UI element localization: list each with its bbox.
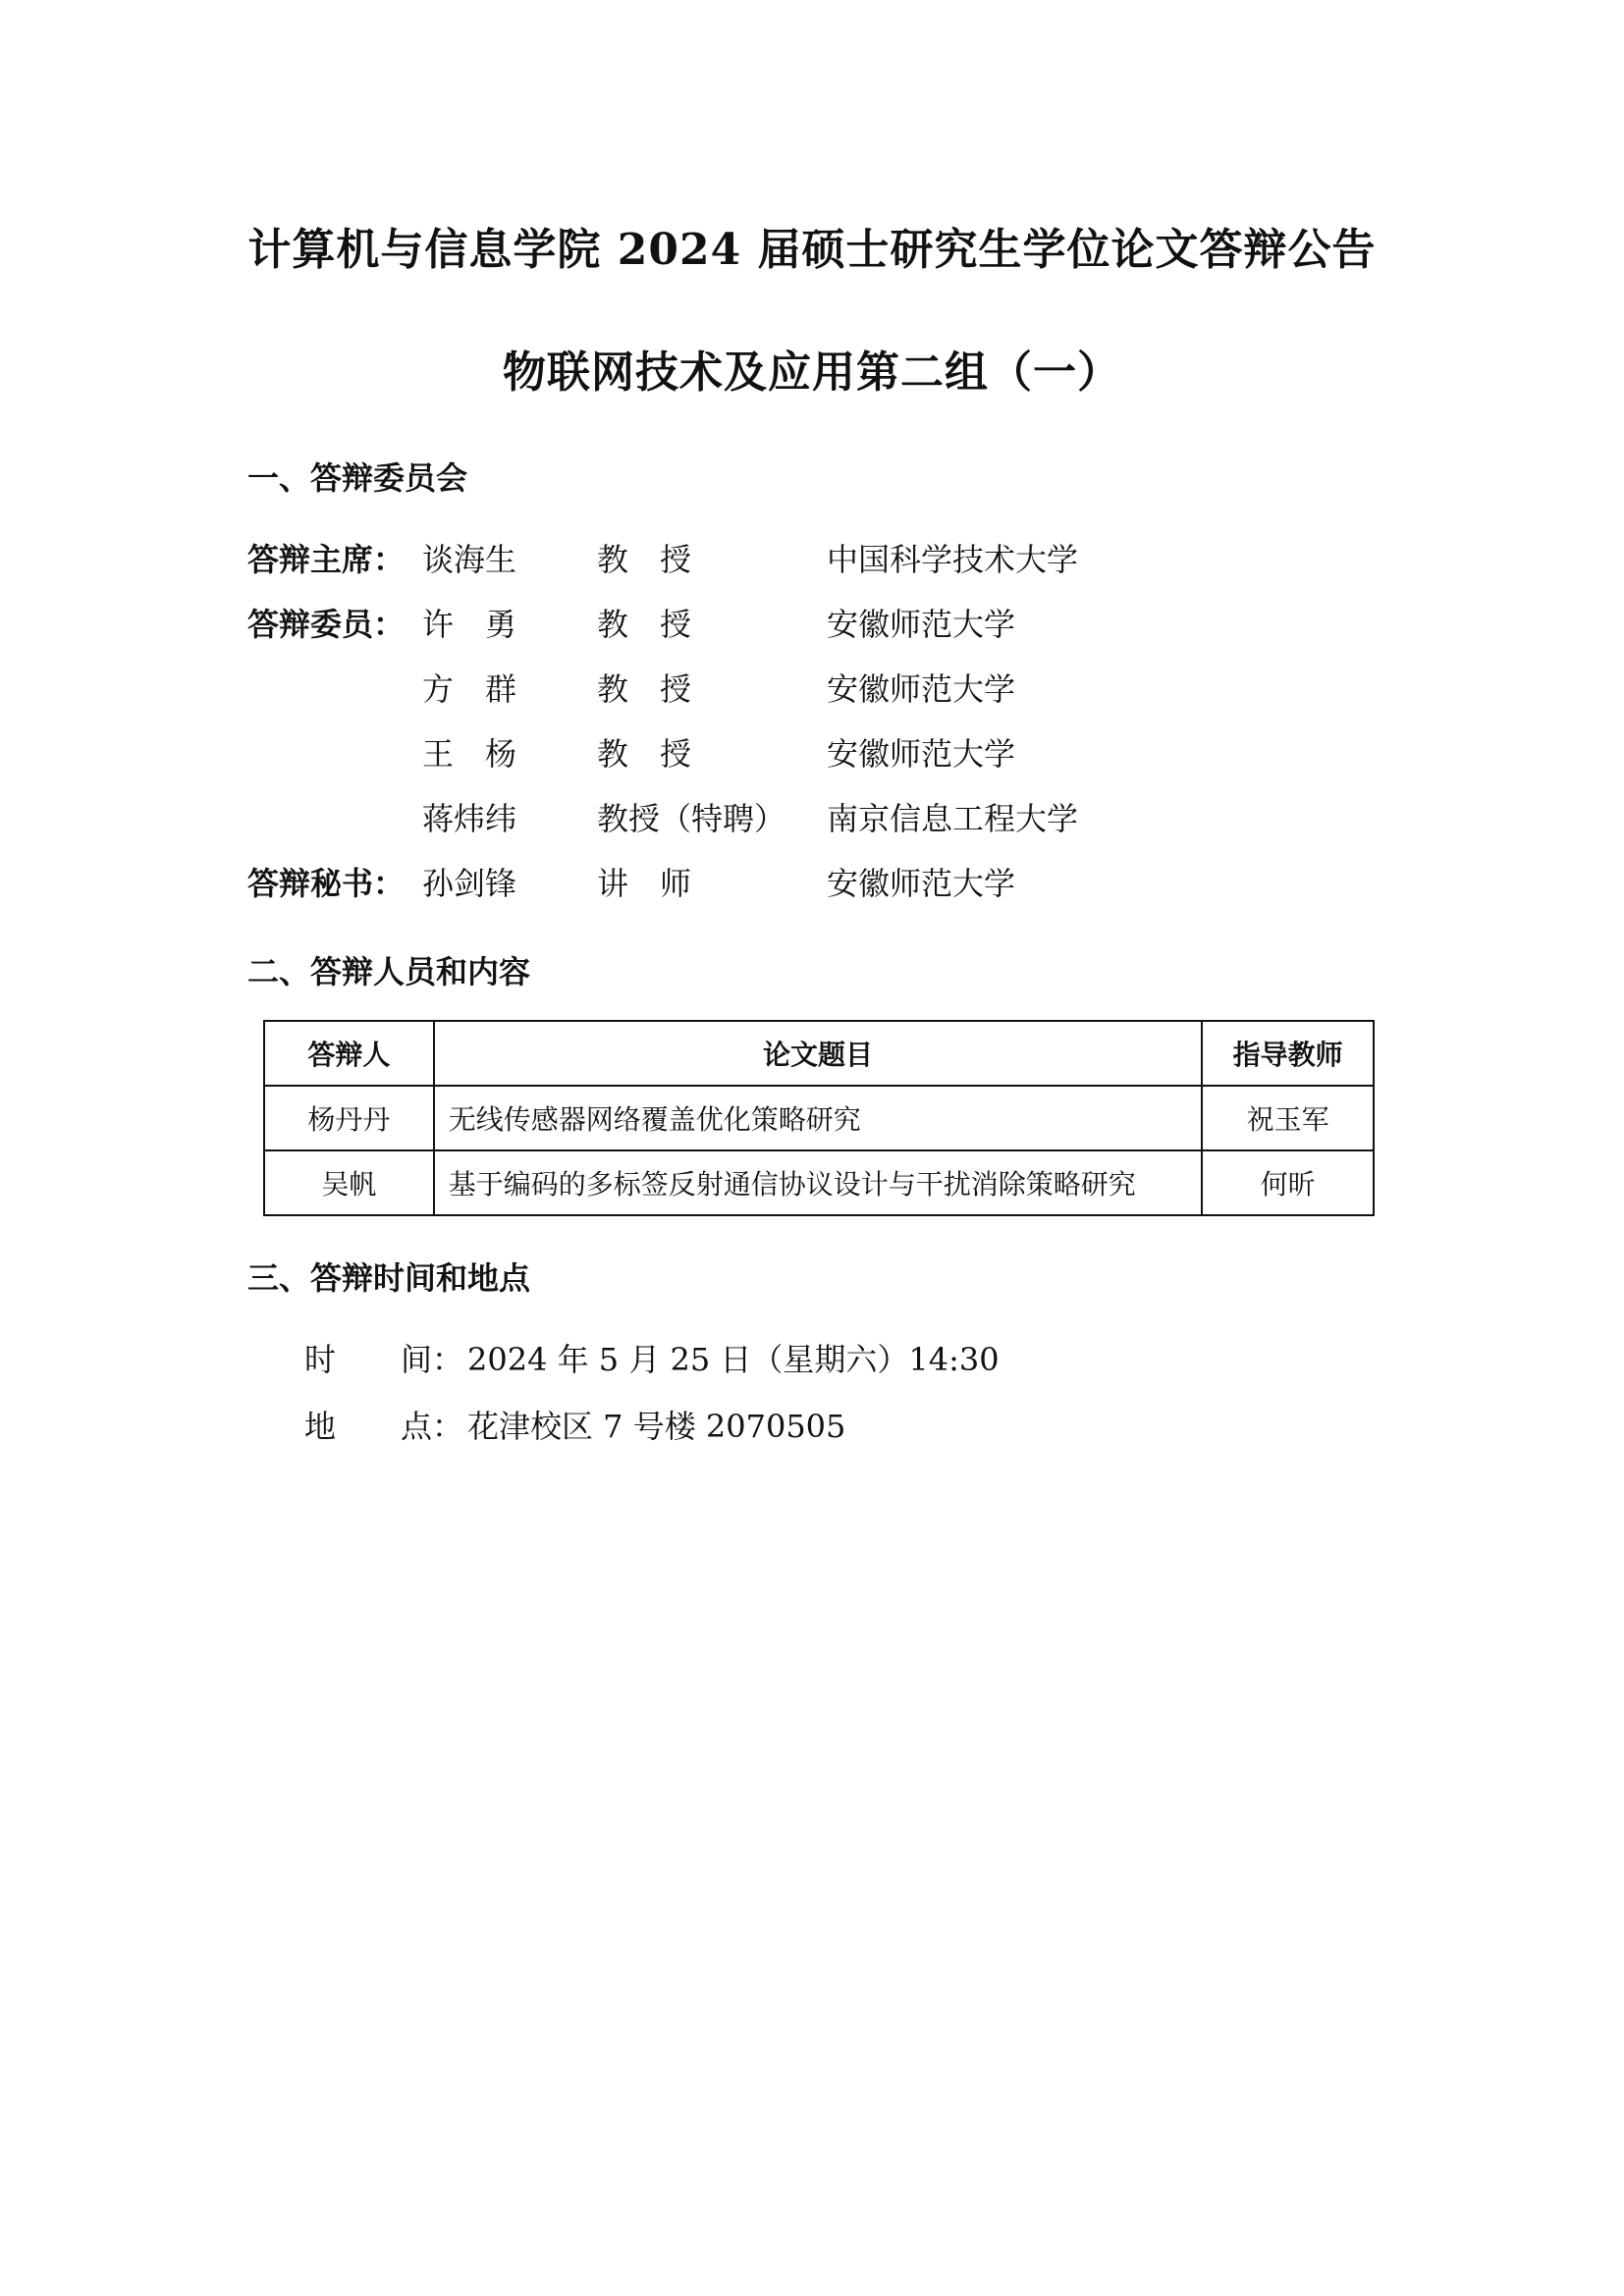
page-title: 计算机与信息学院 2024 届硕士研究生学位论文答辩公告 bbox=[247, 225, 1377, 275]
candidate-name: 杨丹丹 bbox=[264, 1086, 434, 1150]
committee-org: 南京信息工程大学 bbox=[827, 800, 1079, 837]
committee-name: 孙剑锋 bbox=[422, 865, 517, 902]
committee-name: 蒋炜纬 bbox=[422, 800, 517, 837]
header-thesis-title: 论文题目 bbox=[434, 1021, 1202, 1086]
table-header-row bbox=[264, 1021, 1374, 1086]
defense-table bbox=[263, 1020, 1375, 1216]
time-label-char2: 间： bbox=[401, 1341, 464, 1378]
committee-name: 谈海生 bbox=[422, 541, 517, 578]
committee-title: 教 授 bbox=[597, 606, 692, 643]
header-candidate: 答辩人 bbox=[264, 1021, 434, 1086]
advisor-name: 何昕 bbox=[1202, 1150, 1374, 1215]
time-label-char1: 时 bbox=[304, 1341, 337, 1378]
committee-title: 教 授 bbox=[597, 541, 692, 578]
committee-title: 教 授 bbox=[597, 670, 692, 708]
committee-org: 安徽师范大学 bbox=[827, 735, 1016, 773]
committee-org: 安徽师范大学 bbox=[827, 670, 1016, 708]
thesis-title: 无线传感器网络覆盖优化策略研究 bbox=[434, 1086, 1202, 1150]
committee-role: 答辩秘书： bbox=[247, 865, 406, 902]
thesis-title: 基于编码的多标签反射通信协议设计与干扰消除策略研究 bbox=[434, 1150, 1202, 1215]
place-label-char2: 点： bbox=[401, 1408, 464, 1445]
section-heading-time-place: 三、答辩时间和地点 bbox=[247, 1259, 531, 1297]
time-value: 2024 年 5 月 25 日（星期六）14:30 bbox=[467, 1341, 1000, 1378]
committee-title: 讲 师 bbox=[597, 865, 692, 902]
header-advisor: 指导教师 bbox=[1202, 1021, 1374, 1086]
candidate-name: 吴帆 bbox=[264, 1150, 434, 1215]
table-row bbox=[264, 1150, 1374, 1215]
committee-role: 答辩主席： bbox=[247, 541, 406, 578]
committee-name: 王 杨 bbox=[422, 735, 517, 773]
section-heading-committee: 一、答辩委员会 bbox=[247, 459, 468, 497]
place-label-char1: 地 bbox=[304, 1408, 337, 1445]
committee-name: 方 群 bbox=[422, 670, 517, 708]
table-row bbox=[264, 1086, 1374, 1150]
section-heading-candidates: 二、答辩人员和内容 bbox=[247, 953, 531, 990]
committee-org: 安徽师范大学 bbox=[827, 606, 1016, 643]
committee-name: 许 勇 bbox=[422, 606, 517, 643]
committee-role: 答辩委员： bbox=[247, 606, 406, 643]
advisor-name: 祝玉军 bbox=[1202, 1086, 1374, 1150]
committee-title: 教 授 bbox=[597, 735, 692, 773]
page-subtitle: 物联网技术及应用第二组（一） bbox=[503, 347, 1121, 398]
committee-org: 安徽师范大学 bbox=[827, 865, 1016, 902]
place-value: 花津校区 7 号楼 2070505 bbox=[467, 1408, 846, 1445]
committee-title: 教授（特聘） bbox=[597, 800, 786, 837]
committee-org: 中国科学技术大学 bbox=[827, 541, 1079, 578]
